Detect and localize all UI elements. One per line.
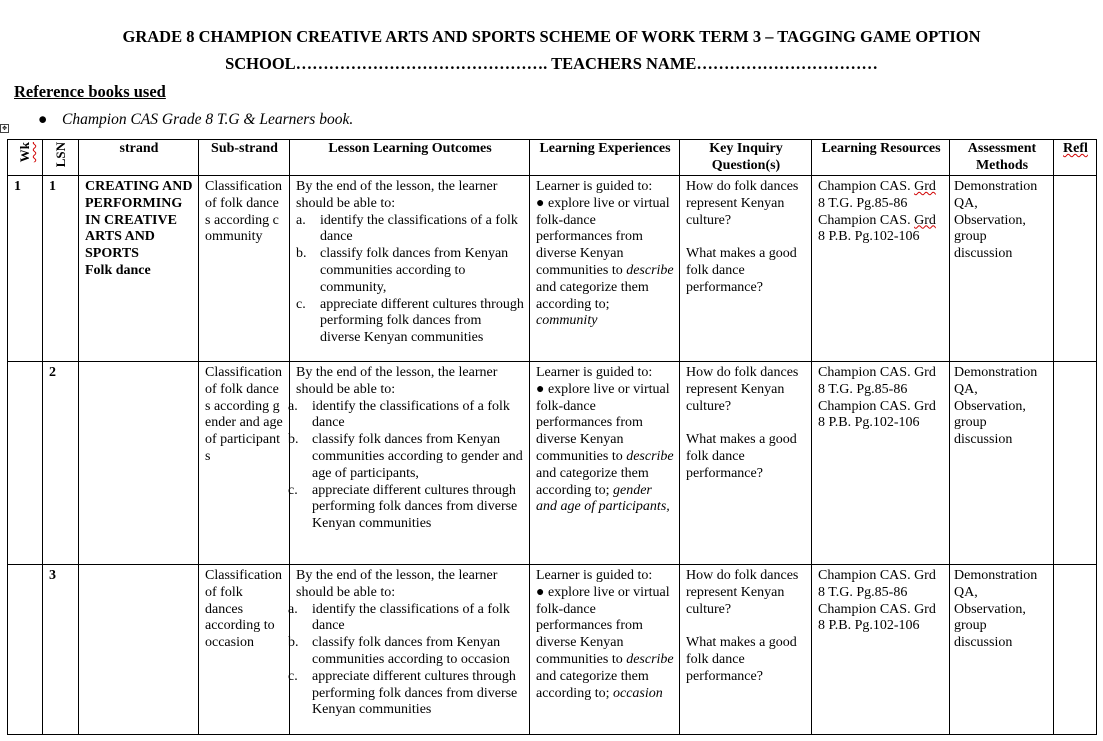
assessment-cell: Demonstration QA, Observation, group discussion [950,565,1054,735]
reflection-cell [1054,176,1097,362]
outcomes-cell [290,362,530,565]
list-item: b. classify folk dances from Kenyan communities according to occasion [288,635,510,667]
outcomes-cell [290,176,530,362]
strand-main: CREATING AND PERFORMING IN CREATIVE ARTS AND SPORTS [85,179,193,262]
col-header-week: Wk [8,140,43,176]
strand-cell [79,362,199,565]
assessment-cell: Demonstration QA, Observation, group discussion [950,362,1054,565]
outcomes-list [288,601,524,720]
bullet-icon: ● [38,111,48,128]
sub-strand-cell: Classification of folk dances according gender and age of participants [199,362,290,565]
experiences-cell: Learner is guided to: ● explore live or virtual folk-dance performances from diverse Kenyan communities to describe and categorize them according to; occasion [530,565,680,735]
reflection-cell [1054,362,1097,565]
col-header-inquiry: Key Inquiry Question(s) [680,140,812,176]
table-move-handle-icon[interactable]: ✥ [1,125,8,132]
strand-cell [79,176,199,362]
outcomes-intro: By the end of the lesson, the learner should be able to: [296,365,498,397]
list-item: a. identify the classifications of a folk dance [288,601,510,634]
reference-books-heading: Reference books used [14,82,166,101]
lesson-cell: 2 [43,362,79,565]
outcomes-intro: By the end of the lesson, the learner should be able to: [296,568,498,600]
lesson-cell: 3 [43,565,79,735]
experiences-cell: Learner is guided to: ● explore live or virtual folk-dance performances from diverse Kenyan communities to describe and categorize them according to; community [530,176,680,362]
list-item: a. identify the classifications of a folk dance [288,398,510,431]
col-header-resources: Learning Resources [812,140,950,176]
assessment-cell: Demonstration QA, Observation, group discussion [950,176,1054,362]
school-teacher-line: SCHOOL………………………………………. TEACHERS NAME…………………………… [225,54,878,73]
reference-book-item: ● Champion CAS Grade 8 T.G & Learners book. [38,111,354,128]
col-header-sub-strand: Sub-strand [199,140,290,176]
list-item: c. appreciate different cultures through performing folk dances from diverse Kenyan communities [288,482,518,532]
outcomes-cell [290,565,530,735]
col-header-lesson: LSN [43,140,79,176]
outcomes-list [296,213,524,347]
scheme-of-work-table [7,139,1097,735]
week-cell: 1 [8,176,43,362]
reflection-cell [1054,565,1097,735]
list-item: b. classify folk dances from Kenyan communities according to community, [296,246,509,295]
resources-cell: Champion CAS. Grd 8 T.G. Pg.85-86 Champion CAS. Grd 8 P.B. Pg.102-106 [812,176,950,362]
col-header-assessment: Assessment Methods [950,140,1054,176]
inquiry-cell: How do folk dances represent Kenyan culture? What makes a good folk dance performance? [680,176,812,362]
table-row [8,176,1097,362]
inquiry-cell: How do folk dances represent Kenyan culture? What makes a good folk dance performance? [680,362,812,565]
list-item: a. identify the classifications of a folk dance [296,212,518,245]
col-header-experiences: Learning Experiences [530,140,680,176]
table-header-row [8,140,1097,176]
list-item: c. appreciate different cultures through performing folk dances from diverse Kenyan communities [296,296,524,346]
list-item: b. classify folk dances from Kenyan communities according to gender and age of participants, [288,432,523,481]
strand-sub: Folk dance [85,262,151,278]
col-header-reflection: Refl [1054,140,1097,176]
table-row [8,362,1097,565]
outcomes-list [288,398,524,533]
list-item: c. appreciate different cultures through performing folk dances from diverse Kenyan communities [288,668,518,718]
resources-cell: Champion CAS. Grd 8 T.G. Pg.85-86 Champion CAS. Grd 8 P.B. Pg.102-106 [812,362,950,565]
strand-cell [79,565,199,735]
experiences-cell: Learner is guided to: ● explore live or virtual folk-dance performances from diverse Kenyan communities to describe and categorize them according to; gender and age of participants, [530,362,680,565]
resources-cell: Champion CAS. Grd 8 T.G. Pg.85-86 Champion CAS. Grd 8 P.B. Pg.102-106 [812,565,950,735]
col-header-outcomes: Lesson Learning Outcomes [290,140,530,176]
sub-strand-cell: Classification of folk dances according to occasion [199,565,290,735]
outcomes-intro: By the end of the lesson, the learner should be able to: [296,179,498,211]
sub-strand-cell: Classification of folk dances according community [199,176,290,362]
lesson-cell: 1 [43,176,79,362]
table-row [8,565,1097,735]
col-header-strand: strand [79,140,199,176]
week-cell [8,565,43,735]
inquiry-cell: How do folk dances represent Kenyan culture? What makes a good folk dance performance? [680,565,812,735]
week-cell [8,362,43,565]
document-title: GRADE 8 CHAMPION CREATIVE ARTS AND SPORTS SCHEME OF WORK TERM 3 – TAGGING GAME OPTION [122,27,981,46]
